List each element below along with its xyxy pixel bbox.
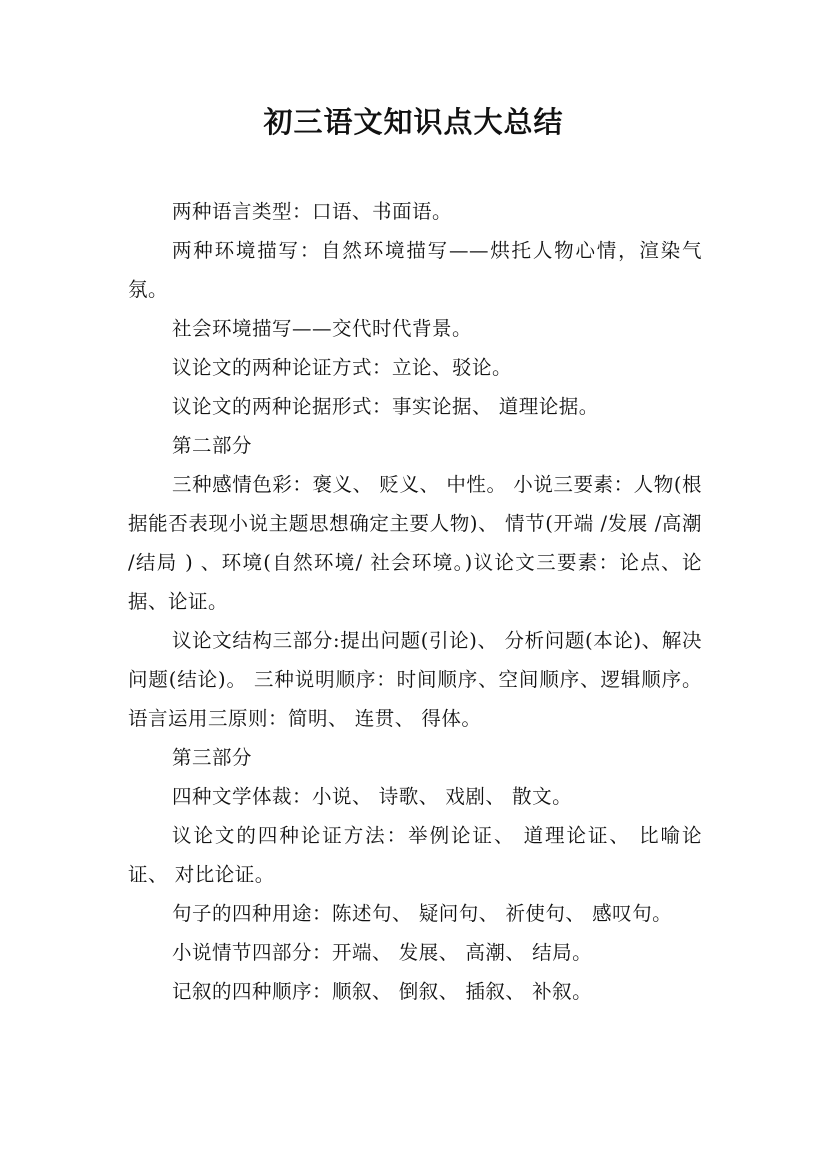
paragraph-emotional-colors: 三种感情色彩：褒义、 贬义、 中性。 小说三要素：人物(根据能否表现小说主题思想确定主要人物)、 情节(开端 /发展 /高潮 /结局 ) 、环境(自然环境/ 社会环境。)议论文三要素：论点、论据、论证。 xyxy=(128,473,702,613)
paragraph-argument-modes: 议论文的两种论证方式：立论、驳论。 xyxy=(172,356,513,379)
paragraph-language-types: 两种语言类型：口语、书面语。 xyxy=(172,200,453,223)
paragraph-argument-structure: 议论文结构三部分:提出问题(引论)、 分析问题(本论)、解决问题(结论)。 三种说明顺序：时间顺序、空间顺序、逻辑顺序。 语言运用三原则：简明、 连贯、 得体。 xyxy=(128,629,702,730)
paragraph-evidence-forms: 议论文的两种论据形式：事实论据、 道理论据。 xyxy=(172,395,599,418)
paragraph-social-environment: 社会环境描写——交代时代背景。 xyxy=(172,317,473,340)
section-heading-part-two: 第二部分 xyxy=(172,434,253,457)
document-title: 初三语文知识点大总结 xyxy=(263,105,564,139)
paragraph-plot-parts: 小说情节四部分：开端、 发展、 高潮、 结局。 xyxy=(172,941,593,964)
paragraph-environment-description: 两种环境描写：自然环境描写——烘托人物心情，渲染气氛。 xyxy=(128,239,702,301)
paragraph-argument-methods: 议论文的四种论证方法：举例论证、 道理论证、 比喻论证、 对比论证。 xyxy=(128,824,702,886)
paragraph-narrative-orders: 记叙的四种顺序：顺叙、 倒叙、 插叙、 补叙。 xyxy=(172,980,593,1003)
document-body xyxy=(128,192,702,1011)
section-heading-part-three: 第三部分 xyxy=(172,746,253,769)
paragraph-sentence-uses: 句子的四种用途：陈述句、 疑问句、 祈使句、 感叹句。 xyxy=(172,902,673,925)
paragraph-literary-genres: 四种文学体裁：小说、 诗歌、 戏剧、 散文。 xyxy=(172,785,573,808)
